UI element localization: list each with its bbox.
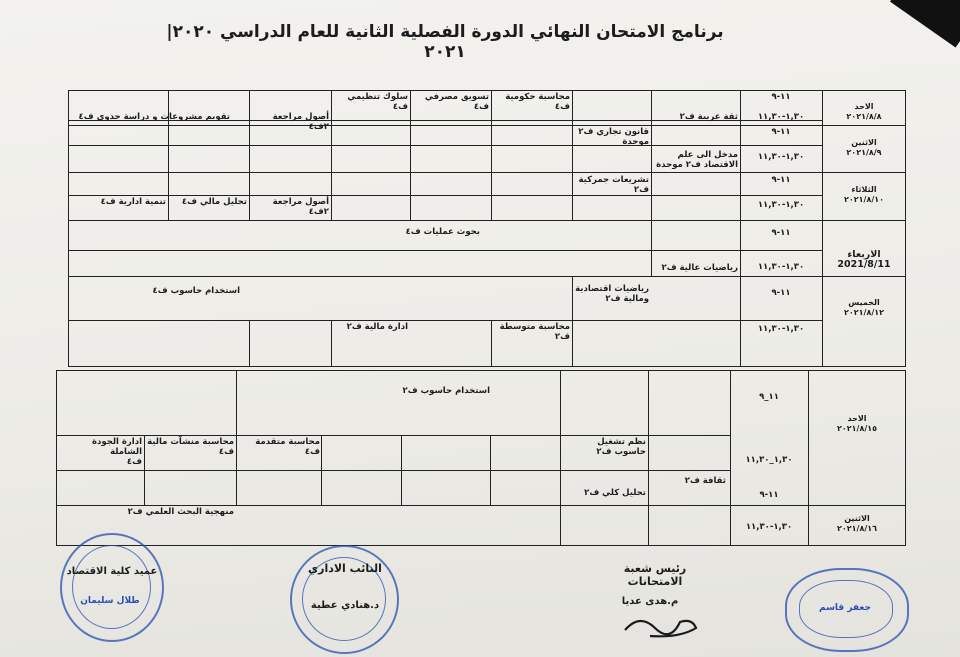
day-label: الاحد ٢٠٢١/٨/١٥ <box>836 414 878 433</box>
exam-subject: ادارة الجودة الشاملة ف٤ <box>92 437 142 467</box>
admin-deputy-title: النائب الاداري <box>308 562 382 575</box>
exam-subject: مدخل الى علم الاقتصاد ف٢ موحدة <box>656 150 738 170</box>
time-slot: ١,٣٠-١١,٣٠ <box>757 112 805 122</box>
time-slot: ١,٣٠-١١,٣٠ <box>757 200 805 210</box>
day-label: الثلاثاء ٢٠٢١/٨/١٠ <box>843 185 885 204</box>
exam-subject: أصول مراجعة ٢ف٤ <box>272 112 329 132</box>
exam-subject: تسويق مصرفي ف٤ <box>424 92 489 112</box>
exam-subject: محاسبة متقدمة ف٤ <box>255 437 320 457</box>
exam-subject: ثقافة ف٢ <box>684 476 726 486</box>
exam-subject: منهجية البحث العلمي ف٢ <box>127 507 234 517</box>
exam-subject: تقويم مشروعات و دراسة جدوى ف٤ <box>78 112 230 122</box>
exam-subject: أصول مراجعة ٢ف٤ <box>272 197 329 217</box>
time-slot: ١,٣٠-١١,٣٠ <box>745 522 793 532</box>
exam-subject: تنمية ادارية ف٤ <box>100 197 166 207</box>
dean-title: عميد كلية الاقتصاد <box>66 566 158 577</box>
head-exams-title: رئيس شعبة الامتحانات <box>623 562 687 588</box>
exam-subject: تحليل مالي ف٤ <box>181 197 247 207</box>
exam-subject: رياضيات اقتصادية ومالية ف٢ <box>575 284 649 304</box>
exam-subject: سلوك تنظيمي ف٤ <box>347 92 408 112</box>
exam-subject: استخدام حاسوب ف٢ <box>402 386 490 396</box>
day-label: الخميس ٢٠٢١/٨/١٢ <box>843 298 885 317</box>
exam-subject: تحليل كلي ف٢ <box>584 488 646 498</box>
exam-subject: ادارة مالية ف٢ <box>346 322 408 332</box>
day-label: الاربعاء 2021/8/11 <box>837 249 891 270</box>
time-slot: ١١-٩ <box>771 92 791 102</box>
exam-subject: رياضيات عالية ف٢ <box>661 263 738 273</box>
day-label: الاثنين ٢٠٢١/٨/٩ <box>846 138 882 157</box>
exam-subject: نظم تشغيل حاسوب ف٢ <box>596 437 646 457</box>
exam-subject: تشريعات جمركية ف٢ <box>578 175 649 195</box>
dean-stamp <box>60 533 164 642</box>
page-title: برنامج الامتحان النهائي الدورة الفصلية الثانية للعام الدراسي ٢٠٢٠|٢٠٢١ <box>166 22 724 62</box>
exam-subject: قانون تجاري ف٢ موحدة <box>578 127 649 147</box>
exam-subject: ثقة عربية ف٢ <box>679 112 738 122</box>
time-slot: ١١-٩ <box>759 490 779 500</box>
exam-subject: استخدام حاسوب ف٤ <box>152 286 240 296</box>
time-slot: ١١-٩ <box>771 175 791 185</box>
time-slot: ١١-٩ <box>771 127 791 137</box>
time-slot: ١,٣٠_١١,٣٠ <box>745 455 793 465</box>
time-slot: ١,٣٠-١١,٣٠ <box>757 324 805 334</box>
day-label: الاثنين ٢٠٢١/٨/١٦ <box>836 514 878 533</box>
time-slot: ١,٣٠-١١,٣٠ <box>757 262 805 272</box>
day-label: الاحد ٢٠٢١/٨/٨ <box>846 102 882 121</box>
time-slot: ١١-٩ <box>771 288 791 298</box>
head-exams-name: م.هدى عديا <box>621 596 679 607</box>
time-slot: ١١_٩ <box>759 392 779 402</box>
exam-subject: محاسبة متوسطة ف٢ <box>499 322 570 342</box>
admin-deputy-name: د.هنادي عطية <box>310 600 380 611</box>
exam-subject: بحوث عمليات ف٤ <box>405 227 480 237</box>
exam-subject: محاسبة منشآت مالية ف٤ <box>147 437 234 457</box>
time-slot: ١,٣٠-١١,٣٠ <box>757 152 805 162</box>
college-stamp-name: جعفر قاسم <box>819 603 871 613</box>
head-exams-signature <box>620 608 700 642</box>
time-slot: ١١-٩ <box>771 228 791 238</box>
dean-name: طلال سليمان <box>80 596 140 606</box>
exam-subject: محاسبة حكومية ف٤ <box>505 92 570 112</box>
